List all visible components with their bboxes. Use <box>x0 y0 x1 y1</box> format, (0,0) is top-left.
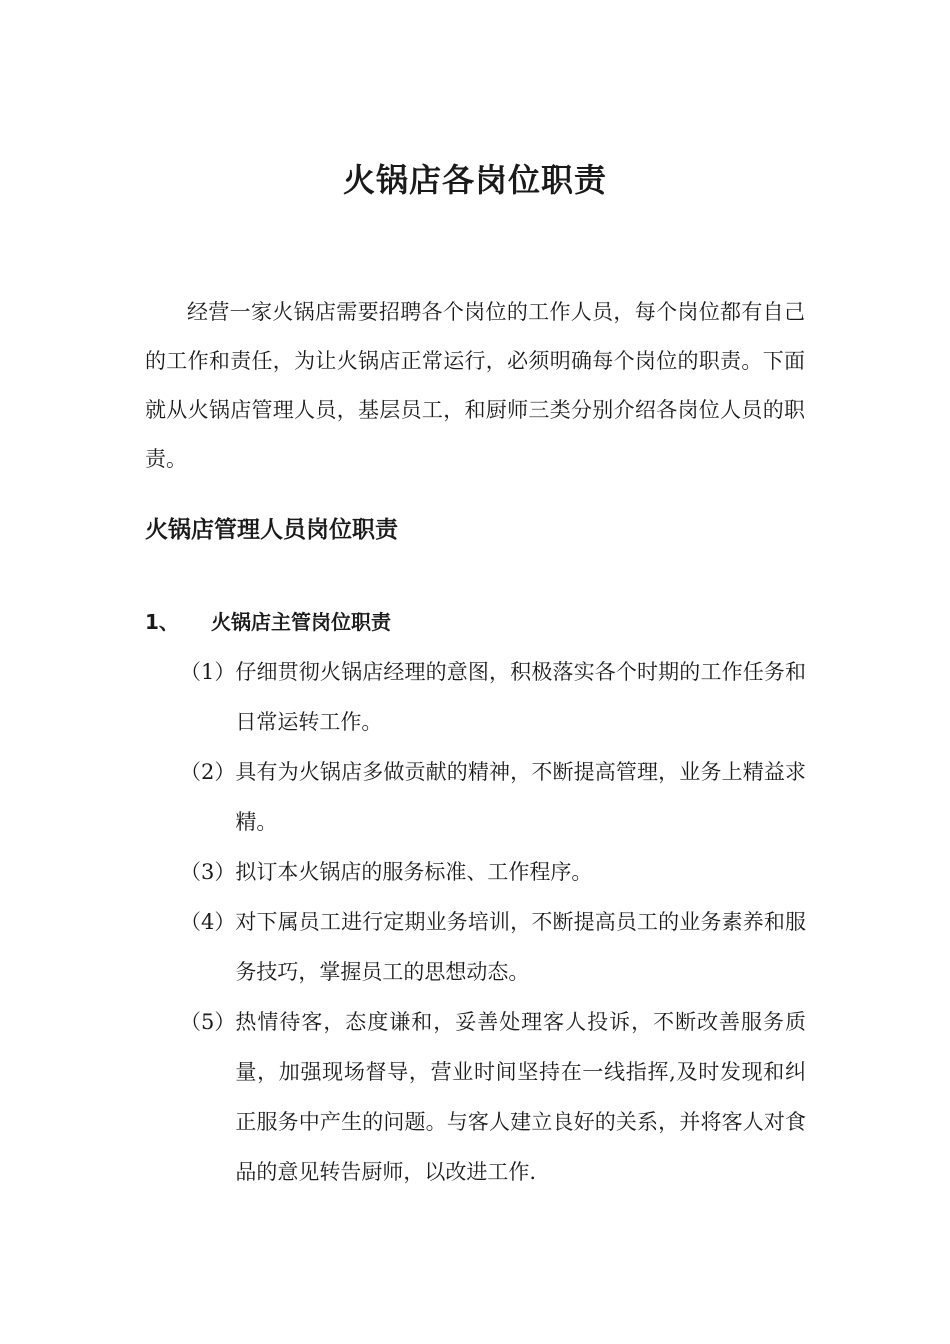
intro-paragraph: 经营一家火锅店需要招聘各个岗位的工作人员，每个岗位都有自己的工作和责任，为让火锅店正常运行，必须明确每个岗位的职责。下面就从火锅店管理人员，基层员工，和厨师三类分别介绍各岗位人员的职责。 <box>145 300 805 471</box>
list-item-marker: （4） <box>180 910 236 934</box>
list-item-text: 仔细贯彻火锅店经理的意图，积极落实各个时期的工作任务和日常运转工作。 <box>235 660 806 734</box>
subsection-title: 火锅店主管岗位职责 <box>211 610 391 634</box>
list-item <box>180 847 806 897</box>
list-item-marker: （3） <box>180 860 236 884</box>
list-item-marker: （2） <box>180 760 236 784</box>
document-title: 火锅店各岗位职责 <box>342 161 607 199</box>
section-heading: 火锅店管理人员岗位职责 <box>145 517 398 543</box>
list-item <box>180 997 806 1197</box>
list-item-text: 拟订本火锅店的服务标准、工作程序。 <box>235 860 593 884</box>
subsection-number: 1、 <box>145 610 179 634</box>
duty-list <box>180 647 806 1197</box>
list-item-marker: （1） <box>180 660 236 684</box>
list-item <box>180 647 806 747</box>
list-item-text: 热情待客，态度谦和，妥善处理客人投诉，不断改善服务质量，加强现场督导，营业时间坚持在一线指挥,及时发现和纠正服务中产生的问题。与客人建立良好的关系，并将客人对食品的意见转告厨师，以改进工作. <box>235 1010 806 1184</box>
subsection-heading <box>145 600 391 644</box>
list-item-text: 具有为火锅店多做贡献的精神，不断提高管理，业务上精益求精。 <box>235 760 806 834</box>
list-item-marker: （5） <box>180 1010 236 1034</box>
list-item <box>180 747 806 847</box>
list-item-text: 对下属员工进行定期业务培训，不断提高员工的业务素养和服务技巧，掌握员工的思想动态。 <box>235 910 806 984</box>
list-item <box>180 897 806 997</box>
